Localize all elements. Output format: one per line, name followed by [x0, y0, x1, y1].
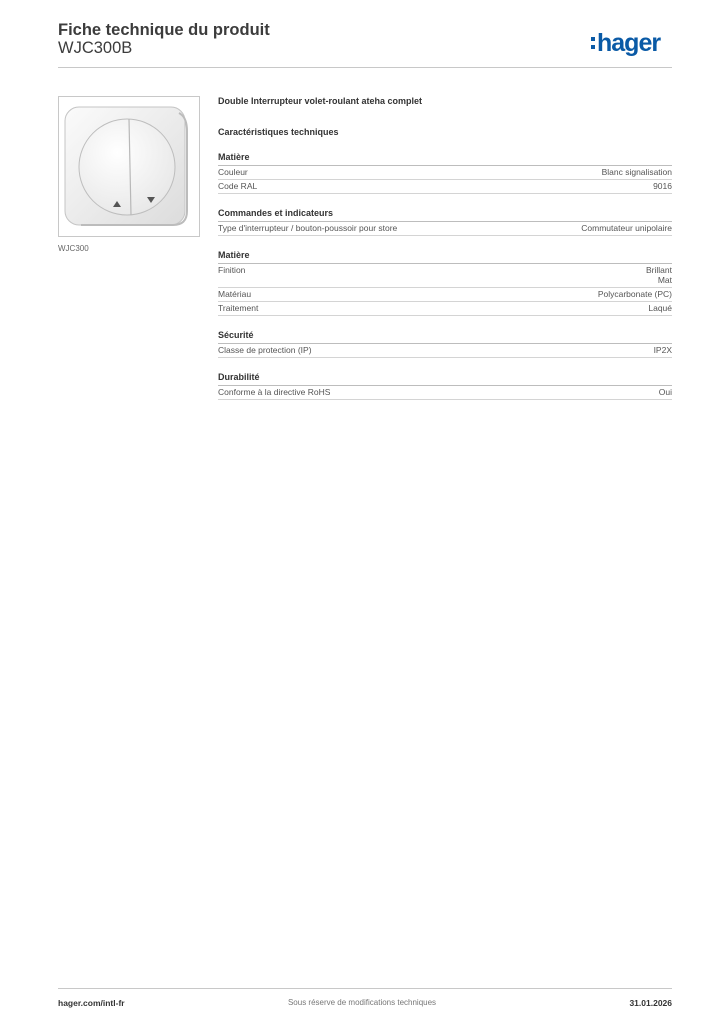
footer-date: 31.01.2026 — [629, 998, 672, 1008]
image-caption: WJC300 — [58, 244, 89, 253]
spec-row-switch-type — [218, 222, 672, 236]
section-title: Commandes et indicateurs — [218, 208, 672, 222]
specifications — [218, 96, 672, 400]
spec-label: Couleur — [218, 167, 248, 177]
technical-characteristics-heading: Caractéristiques techniques — [218, 127, 339, 137]
spec-label: Classe de protection (IP) — [218, 345, 312, 355]
footer-divider — [58, 988, 672, 989]
double-switch-illustration — [59, 97, 199, 236]
spec-label: Traitement — [218, 303, 259, 313]
spec-value: IP2X — [653, 345, 672, 355]
spec-label: Matériau — [218, 289, 252, 299]
spec-value: 9016 — [653, 181, 672, 191]
section-title: Durabilité — [218, 372, 672, 386]
footer-website-link[interactable]: hager.com/intl-fr — [58, 998, 125, 1008]
product-description: Double Interrupteur volet-roulant ateha complet — [218, 96, 423, 106]
spec-label: Finition — [218, 265, 246, 275]
spec-value: Oui — [658, 387, 672, 397]
spec-row-finish — [218, 264, 672, 288]
spec-row-rohs — [218, 386, 672, 400]
section-material-finish — [218, 250, 672, 316]
page-title: Fiche technique du produit — [58, 21, 270, 39]
spec-row-color — [218, 166, 672, 180]
footer-notice: Sous réserve de modifications techniques — [287, 998, 437, 1007]
section-safety — [218, 330, 672, 358]
spec-value: Brillant Mat — [646, 265, 672, 285]
spec-value: Laqué — [648, 303, 672, 313]
logo-dots-icon — [591, 37, 595, 49]
section-controls-indicators — [218, 208, 672, 236]
section-title: Sécurité — [218, 330, 672, 344]
section-title: Matière — [218, 250, 672, 264]
spec-row-treatment — [218, 302, 672, 316]
product-image — [58, 96, 200, 237]
spec-value: Commutateur unipolaire — [581, 223, 672, 233]
spec-row-protection-class — [218, 344, 672, 358]
spec-label: Type d'interrupteur / bouton-poussoir pour store — [218, 223, 398, 233]
product-reference: WJC300B — [58, 39, 133, 57]
spec-label: Conforme à la directive RoHS — [218, 387, 331, 397]
spec-value: Blanc signalisation — [601, 167, 672, 177]
hager-logo — [591, 30, 660, 56]
spec-value: Polycarbonate (PC) — [597, 289, 672, 299]
spec-label: Code RAL — [218, 181, 258, 191]
header-divider — [58, 67, 672, 68]
spec-row-material — [218, 288, 672, 302]
section-material — [218, 152, 672, 194]
logo-wordmark: hager — [597, 28, 661, 57]
spec-row-ral-code — [218, 180, 672, 194]
section-durability — [218, 372, 672, 400]
section-title: Matière — [218, 152, 672, 166]
